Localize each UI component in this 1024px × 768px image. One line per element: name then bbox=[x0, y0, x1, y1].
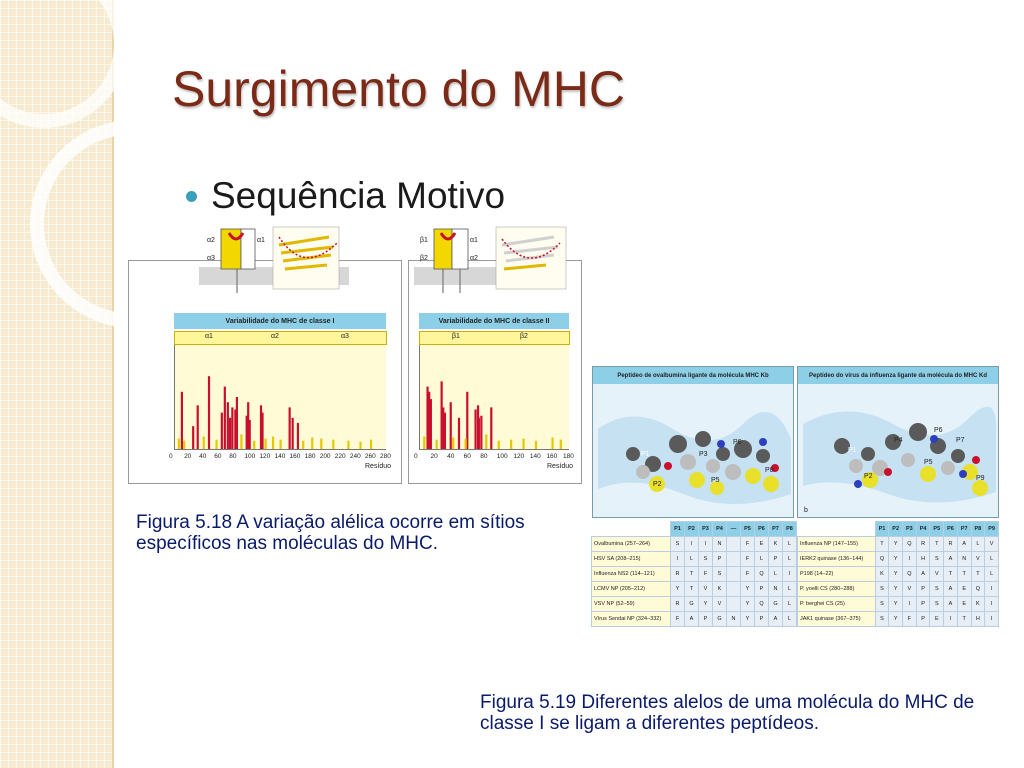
peptide-table-b bbox=[797, 521, 999, 627]
peptide-name: IERK2 quinase (136–144) bbox=[798, 552, 876, 567]
class-ii-schematic bbox=[414, 225, 574, 300]
residue-cell: S bbox=[930, 597, 944, 612]
table-row bbox=[798, 567, 999, 582]
table-row bbox=[798, 582, 999, 597]
table-row bbox=[592, 612, 797, 627]
domain-label-left-0: α2 bbox=[207, 237, 215, 244]
residue-cell: L bbox=[985, 567, 999, 582]
residue-cell: I bbox=[985, 582, 999, 597]
residue-cell: L bbox=[971, 537, 985, 552]
variability-bar bbox=[478, 418, 480, 449]
class-i-molecule-icon bbox=[199, 225, 349, 300]
residue-cell: Y bbox=[889, 612, 903, 627]
residue-cell: Y bbox=[889, 537, 903, 552]
residue-cell: E bbox=[957, 582, 971, 597]
residue-cell: A bbox=[916, 567, 930, 582]
residue-cell: S bbox=[875, 597, 889, 612]
x-tick-label: 280 bbox=[380, 453, 391, 460]
x-tick-label: 60 bbox=[463, 453, 471, 460]
variability-bar bbox=[297, 423, 299, 449]
residue-cell: P bbox=[916, 612, 930, 627]
pocket-label: P8 bbox=[765, 467, 774, 474]
pocket-label: P1 bbox=[641, 451, 650, 458]
variability-bar bbox=[311, 438, 313, 449]
variability-bar bbox=[253, 441, 255, 449]
variability-bar bbox=[480, 416, 482, 449]
variability-bar bbox=[444, 413, 446, 449]
residue-cell: V bbox=[985, 537, 999, 552]
pocket-label: P2 bbox=[864, 473, 873, 480]
peptide-b-image bbox=[798, 384, 998, 517]
residue-cell: G bbox=[685, 597, 699, 612]
residue-cell: K bbox=[713, 582, 727, 597]
x-tick-label: 0 bbox=[169, 453, 173, 460]
domain-label-left-1: α3 bbox=[207, 255, 215, 262]
table-row bbox=[798, 537, 999, 552]
panel-letter: b bbox=[804, 507, 808, 514]
residue-cell: Y bbox=[889, 552, 903, 567]
caption-5-18-line-1: Figura 5.18 A variação alélica ocorre em sítios bbox=[136, 512, 525, 533]
residue-cell: T bbox=[971, 567, 985, 582]
slide-title: Surgimento do MHC bbox=[172, 61, 625, 117]
residue-cell: F bbox=[741, 552, 755, 567]
x-tick-label: 180 bbox=[563, 453, 574, 460]
residue-cell: K bbox=[769, 537, 783, 552]
variability-bar bbox=[197, 405, 199, 449]
position-header: — bbox=[727, 522, 741, 537]
residue-cell: S bbox=[875, 612, 889, 627]
band-edge bbox=[112, 0, 114, 768]
domain-label-right-0: α1 bbox=[470, 237, 478, 244]
position-header: P2 bbox=[889, 522, 903, 537]
variability-bar bbox=[490, 407, 492, 449]
peptide-name: JAK1 quinase (367–375) bbox=[798, 612, 876, 627]
variability-bar bbox=[181, 392, 183, 449]
residue-cell: V bbox=[699, 582, 713, 597]
residue-cell: V bbox=[713, 597, 727, 612]
residue-cell: H bbox=[971, 612, 985, 627]
pocket-label: P5 bbox=[711, 477, 720, 484]
residue-cell: A bbox=[769, 612, 783, 627]
residue-cell: I bbox=[685, 537, 699, 552]
position-header: P7 bbox=[769, 522, 783, 537]
residue-cell: R bbox=[671, 597, 685, 612]
molecule-panel-b bbox=[797, 366, 999, 518]
residue-cell: V bbox=[930, 567, 944, 582]
peptide-name: P198 (14–22) bbox=[798, 567, 876, 582]
position-header: P6 bbox=[755, 522, 769, 537]
class-i-schematic bbox=[199, 225, 349, 300]
residue-cell: L bbox=[985, 552, 999, 567]
residue-cell bbox=[727, 537, 741, 552]
residue-cell: H bbox=[916, 552, 930, 567]
x-tick-label: 140 bbox=[529, 453, 541, 460]
residue-cell: Y bbox=[671, 582, 685, 597]
residue-cell: Q bbox=[903, 567, 917, 582]
residue-cell: A bbox=[944, 582, 958, 597]
residue-cell: N bbox=[769, 582, 783, 597]
residue-cell: L bbox=[783, 582, 797, 597]
residue-cell: E bbox=[755, 537, 769, 552]
panel-class-ii bbox=[408, 237, 582, 484]
variability-bar bbox=[264, 439, 266, 449]
position-header: P1 bbox=[671, 522, 685, 537]
caption-5-19-line-1: Figura 5.19 Diferentes alelos de uma molécula do MHC de bbox=[480, 692, 975, 713]
residue-cell: S bbox=[699, 552, 713, 567]
residue-cell: A bbox=[944, 597, 958, 612]
variability-bar bbox=[249, 420, 251, 449]
residue-cell: S bbox=[875, 582, 889, 597]
residue-cell: Q bbox=[755, 567, 769, 582]
peptide-name: HSV SA (208–215) bbox=[592, 552, 671, 567]
variability-bar bbox=[224, 387, 226, 449]
position-header: P3 bbox=[699, 522, 713, 537]
x-tick-label: 160 bbox=[289, 453, 301, 460]
peptide-name: Influenza NS2 (114–121) bbox=[592, 567, 671, 582]
residue-cell: E bbox=[957, 597, 971, 612]
variability-bar bbox=[436, 440, 438, 449]
variability-bar bbox=[192, 426, 194, 449]
bullet-item bbox=[186, 175, 505, 217]
bullet-text: Sequência Motivo bbox=[211, 175, 506, 216]
domain-b2: β2 bbox=[520, 333, 528, 340]
position-header: P9 bbox=[985, 522, 999, 537]
residue-cell: P bbox=[755, 612, 769, 627]
variability-bar bbox=[370, 440, 372, 449]
residue-cell: S bbox=[671, 537, 685, 552]
residue-cell: V bbox=[903, 582, 917, 597]
position-header: P6 bbox=[944, 522, 958, 537]
residue-cell: Y bbox=[741, 597, 755, 612]
header-spacer bbox=[798, 522, 876, 537]
variability-bar bbox=[302, 441, 304, 449]
x-tick-label: 20 bbox=[184, 453, 192, 460]
domain-label-left-0: β1 bbox=[420, 237, 428, 244]
residue-cell bbox=[727, 597, 741, 612]
table-row bbox=[798, 552, 999, 567]
peptide-name: Influenza NP (147–155) bbox=[798, 537, 876, 552]
residue-cell: T bbox=[875, 537, 889, 552]
variability-bar bbox=[183, 441, 185, 449]
class-i-domain-row bbox=[174, 331, 387, 345]
variability-bar bbox=[229, 418, 231, 449]
position-header: P7 bbox=[957, 522, 971, 537]
residue-cell: P bbox=[699, 612, 713, 627]
x-tick-label: 120 bbox=[259, 453, 271, 460]
variability-bar bbox=[474, 409, 476, 449]
variability-bar bbox=[359, 442, 361, 449]
figure-5-18 bbox=[128, 222, 588, 484]
residue-cell: A bbox=[957, 537, 971, 552]
residue-cell: T bbox=[957, 567, 971, 582]
residue-cell: K bbox=[875, 567, 889, 582]
x-tick-label: 120 bbox=[513, 453, 525, 460]
x-tick-label: 200 bbox=[319, 453, 331, 460]
variability-bar bbox=[280, 440, 282, 449]
residue-cell: G bbox=[713, 612, 727, 627]
variability-bar bbox=[423, 437, 425, 449]
pocket-label: P3 bbox=[699, 451, 708, 458]
peptide-table-a bbox=[591, 521, 797, 627]
pocket-label: P6 bbox=[733, 439, 742, 446]
caption-5-19 bbox=[480, 692, 974, 734]
table-header-row bbox=[592, 522, 797, 537]
x-tick-label: 140 bbox=[274, 453, 286, 460]
peptide-name: LCMV NP (205–212) bbox=[592, 582, 671, 597]
residue-cell bbox=[727, 582, 741, 597]
peptide-name: Ovalbumina (257–264) bbox=[592, 537, 671, 552]
class-ii-header: Variabilidade do MHC de classe II bbox=[419, 313, 569, 329]
x-tick-label: 0 bbox=[414, 453, 418, 460]
domain-a1: α1 bbox=[205, 333, 213, 340]
residue-cell: A bbox=[685, 612, 699, 627]
domain-b1: β1 bbox=[452, 333, 460, 340]
x-tick-label: 180 bbox=[304, 453, 316, 460]
residue-cell: Q bbox=[875, 552, 889, 567]
residue-cell: P bbox=[713, 552, 727, 567]
residue-cell: L bbox=[755, 552, 769, 567]
residue-cell: F bbox=[699, 567, 713, 582]
x-tick-label: 260 bbox=[364, 453, 376, 460]
peptide-a-image bbox=[593, 384, 793, 517]
variability-bar bbox=[215, 440, 217, 449]
residue-cell: P bbox=[769, 552, 783, 567]
residue-cell bbox=[727, 552, 741, 567]
variability-bar bbox=[347, 441, 349, 449]
caption-5-19-line-2: classe I se ligam a diferentes peptídeos. bbox=[480, 713, 820, 734]
residue-cell: F bbox=[903, 612, 917, 627]
peptide-name: P. yoelli CS (280–288) bbox=[798, 582, 876, 597]
class-i-bars bbox=[175, 345, 386, 449]
variability-bar bbox=[240, 434, 242, 449]
variability-bar bbox=[289, 407, 291, 449]
variability-bar bbox=[208, 376, 210, 449]
position-header: P5 bbox=[930, 522, 944, 537]
x-tick-label: 80 bbox=[480, 453, 488, 460]
class-i-header: Variabilidade do MHC de classe I bbox=[174, 313, 386, 329]
variability-bar bbox=[430, 399, 432, 449]
residue-cell: S bbox=[930, 552, 944, 567]
table-row bbox=[798, 597, 999, 612]
class-ii-bars bbox=[420, 345, 569, 449]
variability-bar bbox=[510, 440, 512, 449]
position-header: P4 bbox=[916, 522, 930, 537]
variability-bar bbox=[231, 407, 233, 449]
residue-cell: R bbox=[671, 567, 685, 582]
x-tick-label: 240 bbox=[349, 453, 361, 460]
class-ii-plot bbox=[419, 345, 569, 450]
caption-5-18-line-2: específicos nas moléculas do MHC. bbox=[136, 533, 439, 554]
caption-5-18 bbox=[136, 512, 525, 554]
x-tick-label: 220 bbox=[334, 453, 346, 460]
domain-a2: α2 bbox=[271, 333, 279, 340]
variability-bar bbox=[450, 402, 452, 449]
pocket-label: P7 bbox=[956, 437, 965, 444]
pocket-label: P4 bbox=[894, 437, 903, 444]
variability-bar bbox=[292, 418, 294, 449]
class-ii-molecule-icon bbox=[414, 225, 574, 300]
position-header: P3 bbox=[903, 522, 917, 537]
variability-bar bbox=[535, 441, 537, 449]
position-header: P4 bbox=[713, 522, 727, 537]
residue-cell: N bbox=[957, 552, 971, 567]
variability-bar bbox=[551, 438, 553, 449]
table-row bbox=[592, 537, 797, 552]
x-tick-label: 160 bbox=[546, 453, 558, 460]
table-row bbox=[592, 552, 797, 567]
x-tick-label: 40 bbox=[199, 453, 207, 460]
position-header: P5 bbox=[741, 522, 755, 537]
class-ii-domain-row bbox=[419, 331, 570, 345]
position-header: P2 bbox=[685, 522, 699, 537]
variability-bar bbox=[178, 439, 180, 449]
residue-cell: P bbox=[916, 582, 930, 597]
x-tick-label: 20 bbox=[430, 453, 438, 460]
molecule-panel-a bbox=[592, 366, 794, 518]
variability-bar bbox=[458, 418, 460, 449]
variability-bar bbox=[320, 439, 322, 449]
residue-cell: K bbox=[971, 597, 985, 612]
residue-cell: N bbox=[713, 537, 727, 552]
figure-5-19 bbox=[591, 366, 999, 664]
residue-cell: L bbox=[783, 612, 797, 627]
peptide-name: P. berghei CS (25) bbox=[798, 597, 876, 612]
variability-bar bbox=[332, 440, 334, 449]
residue-cell: I bbox=[985, 612, 999, 627]
residue-cell: F bbox=[671, 612, 685, 627]
residue-cell: L bbox=[769, 567, 783, 582]
residue-cell: L bbox=[783, 537, 797, 552]
position-header: P8 bbox=[783, 522, 797, 537]
residue-cell: Y bbox=[889, 567, 903, 582]
x-tick-label: 80 bbox=[229, 453, 237, 460]
class-ii-xlabel: Resíduo bbox=[547, 463, 574, 470]
variability-bar bbox=[261, 413, 263, 449]
molecule-b-header: Peptídeo do vírus da influenza ligante da molécula do MHC Kd bbox=[798, 367, 998, 384]
residue-cell: L bbox=[783, 552, 797, 567]
residue-cell: L bbox=[783, 597, 797, 612]
molecule-a-header: Peptídeo de ovalbumina ligante da molécula MHC Kb bbox=[593, 367, 793, 384]
class-ii-ticks bbox=[414, 453, 574, 463]
residue-cell: T bbox=[957, 612, 971, 627]
residue-cell: P bbox=[916, 597, 930, 612]
residue-cell: G bbox=[769, 597, 783, 612]
residue-cell: L bbox=[685, 552, 699, 567]
residue-cell: I bbox=[985, 597, 999, 612]
pocket-label: P2 bbox=[653, 481, 662, 488]
residue-cell: T bbox=[685, 567, 699, 582]
residue-cell: Y bbox=[889, 582, 903, 597]
domain-a3: α3 bbox=[341, 333, 349, 340]
class-i-ticks bbox=[169, 453, 391, 463]
residue-cell: R bbox=[916, 537, 930, 552]
residue-cell: I bbox=[671, 552, 685, 567]
variability-bar bbox=[227, 402, 229, 449]
panel-class-i bbox=[128, 237, 402, 484]
domain-label-left-1: β2 bbox=[420, 255, 428, 262]
residue-cell: T bbox=[944, 567, 958, 582]
domain-label-right-1: α2 bbox=[470, 255, 478, 262]
residue-cell: T bbox=[685, 582, 699, 597]
bullet-dot-icon bbox=[186, 191, 197, 202]
residue-cell: Q bbox=[903, 537, 917, 552]
x-tick-label: 100 bbox=[244, 453, 256, 460]
residue-cell: I bbox=[783, 567, 797, 582]
class-i-xlabel: Resíduo bbox=[365, 463, 392, 470]
pocket-label: P5 bbox=[924, 459, 933, 466]
peptide-name: Vírus Sendai NP (324–332) bbox=[592, 612, 671, 627]
x-tick-label: 60 bbox=[214, 453, 222, 460]
residue-cell: I bbox=[903, 552, 917, 567]
residue-cell: R bbox=[944, 537, 958, 552]
residue-cell bbox=[727, 567, 741, 582]
domain-label-right-0: α1 bbox=[257, 237, 265, 244]
variability-bar bbox=[560, 440, 562, 449]
residue-cell: Y bbox=[889, 597, 903, 612]
residue-cell: S bbox=[713, 567, 727, 582]
x-tick-label: 40 bbox=[447, 453, 455, 460]
position-header: P1 bbox=[875, 522, 889, 537]
variability-bar bbox=[522, 439, 524, 449]
peptide-name: VSV NP (52–59) bbox=[592, 597, 671, 612]
residue-cell: V bbox=[971, 552, 985, 567]
residue-cell: F bbox=[741, 567, 755, 582]
residue-cell: Y bbox=[699, 597, 713, 612]
variability-bar bbox=[465, 439, 467, 449]
table-row bbox=[798, 612, 999, 627]
residue-cell: A bbox=[944, 552, 958, 567]
residue-cell: Y bbox=[741, 612, 755, 627]
residue-cell: Q bbox=[755, 597, 769, 612]
variability-bar bbox=[221, 413, 223, 449]
residue-cell: I bbox=[903, 597, 917, 612]
residue-cell: N bbox=[727, 612, 741, 627]
residue-cell: Y bbox=[741, 582, 755, 597]
x-tick-label: 100 bbox=[496, 453, 508, 460]
residue-cell: E bbox=[930, 612, 944, 627]
pocket-label: P6 bbox=[934, 427, 943, 434]
variability-bar bbox=[498, 441, 500, 449]
residue-cell: S bbox=[930, 582, 944, 597]
variability-bar bbox=[236, 397, 238, 449]
table-row bbox=[592, 567, 797, 582]
variability-bar bbox=[485, 434, 487, 449]
variability-bar bbox=[452, 438, 454, 449]
position-header: P8 bbox=[971, 522, 985, 537]
table-header-row bbox=[798, 522, 999, 537]
variability-bar bbox=[203, 437, 205, 449]
class-i-plot bbox=[174, 345, 386, 450]
residue-cell: Q bbox=[971, 582, 985, 597]
residue-cell: F bbox=[741, 537, 755, 552]
residue-cell: I bbox=[699, 537, 713, 552]
header-spacer bbox=[592, 522, 671, 537]
pocket-label: P1 bbox=[848, 447, 857, 454]
residue-cell: I bbox=[944, 612, 958, 627]
variability-bar bbox=[272, 437, 274, 449]
residue-cell: P bbox=[755, 582, 769, 597]
pocket-label: P9 bbox=[976, 475, 985, 482]
table-row bbox=[592, 582, 797, 597]
residue-cell: T bbox=[930, 537, 944, 552]
table-row bbox=[592, 597, 797, 612]
